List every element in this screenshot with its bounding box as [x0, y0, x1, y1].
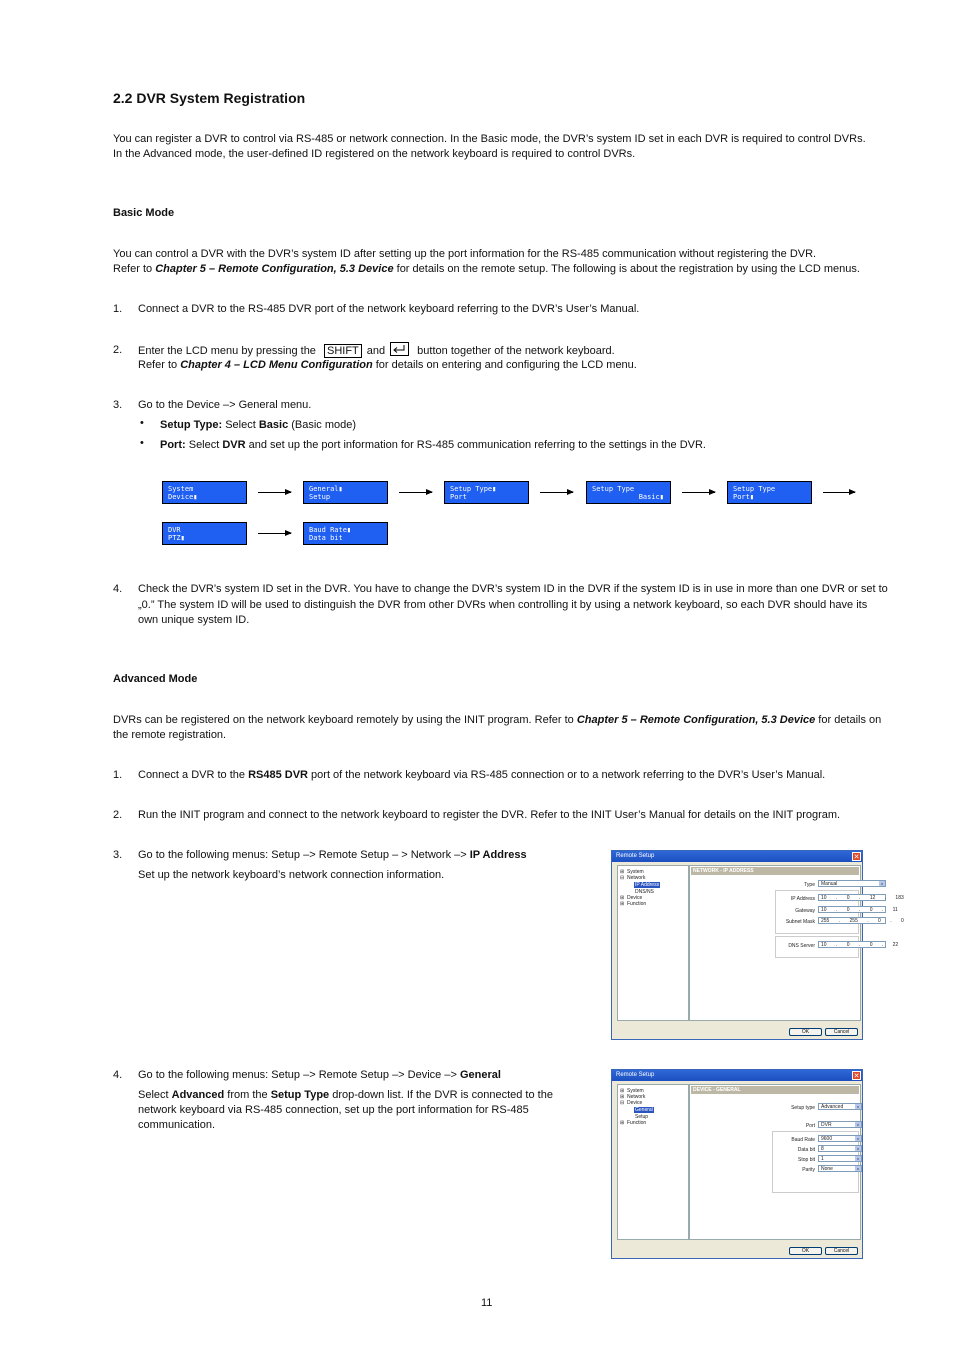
text: Basic: [258, 419, 289, 431]
ip-octet: 10: [821, 907, 827, 913]
text: Setup Type:: [160, 419, 223, 431]
lcd-line-2: Port: [450, 493, 467, 501]
ip-address-label: IP Address: [790, 896, 815, 902]
step-number: 2.: [113, 344, 123, 356]
text: Select: [185, 439, 223, 451]
bullet-setup-type: [160, 418, 356, 433]
lcd-line-1: General▮: [309, 485, 343, 493]
subnet-mask-field[interactable]: 255 . 255 . 0 . 0: [818, 917, 886, 924]
data-bit-label: Data bit: [797, 1147, 815, 1153]
dropdown-arrow-icon[interactable]: v: [857, 1166, 859, 1171]
baud-rate-value: 9600: [821, 1136, 833, 1142]
dropdown-arrow-icon[interactable]: v: [857, 1136, 859, 1141]
text: DVRs can be registered on the network keyboard remotely by using the INIT program. Refer to: [113, 714, 577, 726]
advanced-step-4-line-4: communication.: [138, 1119, 216, 1131]
text: IP Address: [469, 849, 527, 861]
text: (Basic mode): [288, 419, 357, 431]
baud-rate-label: Baud Rate: [791, 1137, 815, 1143]
ip-octet: 22: [892, 942, 899, 948]
dropdown-arrow-icon[interactable]: v: [857, 1156, 859, 1161]
close-icon[interactable]: ✕: [853, 854, 860, 861]
remote-setup-device-window: [611, 1069, 863, 1259]
arrow-icon: [399, 492, 432, 493]
text: Go to the following menus: Setup –> Remote Setup –> Device –>: [138, 1069, 460, 1081]
dns-server-label: DNS Server: [788, 943, 815, 949]
basic-mode-heading: Basic Mode: [113, 207, 175, 219]
advanced-paragraph-1-line-2: the remote registration.: [113, 729, 227, 741]
tree-item-device[interactable]: Device: [627, 1100, 643, 1106]
advanced-step-2: Run the INIT program and connect to the network keyboard to register the DVR. Refer to the INIT User’s Manual for details on the INIT program.: [138, 809, 841, 821]
chapter-reference: Chapter 4 – LCD Menu Configuration: [180, 359, 373, 371]
tree-expand-icon[interactable]: ⊞: [620, 1120, 625, 1126]
text: and: [366, 345, 386, 357]
text: Select: [222, 419, 259, 431]
window-title: Remote Setup: [616, 1072, 655, 1078]
advanced-step-4-line-3: network keyboard via RS-485 connection, set up the port information for RS-485: [138, 1104, 529, 1116]
text: for details on: [815, 714, 882, 726]
type-label: Type: [804, 882, 815, 888]
basic-step-4-line-3: own unique system ID.: [138, 614, 250, 626]
settings-tree: [617, 865, 689, 1021]
lcd-line-2: Port▮: [733, 493, 755, 501]
settings-panel: [689, 1084, 861, 1240]
tree-item-system[interactable]: System: [627, 1088, 644, 1094]
basic-step-1: Connect a DVR to the RS-485 DVR port of the network keyboard referring to the DVR’s User’s Manual.: [138, 303, 640, 315]
tree-item-device[interactable]: Device: [627, 895, 643, 901]
gateway-label: Gateway: [795, 908, 815, 914]
text: Connect a DVR to the: [138, 769, 249, 781]
stop-bit-label: Stop bit: [798, 1157, 815, 1163]
text: and set up the port information for RS-485 communication referring to the settings in the DVR.: [245, 439, 706, 451]
ok-button[interactable]: OK: [789, 1247, 822, 1255]
advanced-step-4: [138, 1068, 501, 1083]
type-value: Manual: [821, 881, 838, 887]
tree-item-function[interactable]: Function: [627, 1120, 647, 1126]
advanced-step-1: [138, 768, 825, 783]
text: for details on the remote setup. The following is about the registration by using the LCD menus.: [393, 263, 860, 275]
text: Select: [138, 1089, 172, 1101]
tree-item-system[interactable]: System: [627, 869, 644, 875]
basic-paragraph-1: You can control a DVR with the DVR’s system ID after setting up the port information for the RS-485 communication without registering the DVR.: [113, 248, 817, 260]
step-number: 3.: [113, 849, 123, 861]
tree-expand-icon[interactable]: ⊞: [620, 895, 625, 901]
step-number: 1.: [113, 303, 123, 315]
settings-tree: [617, 1084, 689, 1240]
arrow-icon: [823, 492, 855, 493]
tree-item-general[interactable]: General: [635, 1107, 653, 1113]
lcd-line-2: Data bit: [309, 534, 343, 542]
basic-step-2-line-2: [138, 358, 637, 373]
data-bit-value: 8: [821, 1146, 824, 1152]
text: button together of the network keyboard.: [414, 345, 615, 357]
ok-button[interactable]: OK: [789, 1028, 822, 1036]
ip-octet: 0: [900, 918, 904, 924]
text: Refer to: [138, 359, 181, 371]
lcd-line-1: Baud Rate▮: [309, 526, 352, 534]
tree-item-network[interactable]: Network: [627, 1094, 646, 1100]
tree-expand-icon[interactable]: ⊞: [620, 901, 625, 907]
tree-expand-icon[interactable]: ⊞: [620, 1088, 625, 1094]
parity-label: Parity: [802, 1167, 815, 1173]
text: port of the network keyboard via RS-485 connection or to a network referring to the DVR’s User’s Manual.: [307, 769, 826, 781]
text: Advanced: [171, 1089, 225, 1101]
shift-key: SHIFT: [324, 344, 362, 358]
ip-octet: 0: [846, 907, 850, 913]
chapter-reference: Chapter 5 – Remote Configuration, 5.3 Device: [155, 263, 394, 275]
panel-header: NETWORK - IP ADDRESS: [691, 867, 859, 875]
ip-address-field[interactable]: 10 . 0 . 12 . 183: [818, 894, 886, 901]
basic-step-3: Go to the Device –> General menu.: [138, 399, 312, 411]
text: Refer to: [113, 263, 156, 275]
ip-octet: 255: [821, 918, 830, 924]
lcd-screen-setup-type-basic: [586, 481, 671, 504]
advanced-step-3-line-2: Set up the network keyboard’s network connection information.: [138, 869, 445, 881]
stop-bit-value: 1: [821, 1156, 824, 1162]
lcd-line-1: Setup Type: [733, 485, 776, 493]
tree-item-network[interactable]: Network: [627, 875, 646, 881]
text: Go to the following menus: Setup –> Remote Setup – > Network –>: [138, 849, 470, 861]
window-title-bar: [612, 851, 862, 862]
chapter-reference: Chapter 5 – Remote Configuration, 5.3 Device: [576, 714, 816, 726]
remote-setup-network-window: [611, 850, 904, 1040]
stop-bit-select[interactable]: [818, 1155, 862, 1162]
basic-step-4-line-2: „0.” The system ID will be used to distinguish the DVR from other DVRs when controlling it by using a network keyboard, so each DVR should have its: [138, 599, 868, 611]
lcd-screen-general: [303, 481, 388, 504]
basic-step-4-line-1: Check the DVR’s system ID set in the DVR. You have to change the DVR’s system ID in the DVR if the system ID is in use in more than one DVR or set to: [138, 583, 888, 595]
settings-panel: [689, 865, 904, 1021]
bullet-icon: •: [140, 417, 144, 429]
arrow-icon: [258, 492, 291, 493]
dns-server-field[interactable]: 10 . 0 . 0 . 22: [818, 941, 886, 948]
tree-item-function[interactable]: Function: [627, 901, 647, 907]
ip-octet: 10: [821, 895, 827, 901]
lcd-screen-system: [162, 481, 247, 504]
text: Enter the LCD menu by pressing the: [138, 345, 319, 357]
text: Port:: [160, 439, 186, 451]
setup-type-value: Advanced: [821, 1104, 844, 1110]
step-number: 4.: [113, 583, 123, 595]
ip-octet: 255: [849, 918, 858, 924]
port-label: Port: [805, 1123, 815, 1129]
window-title-bar: [612, 1070, 862, 1081]
dropdown-arrow-icon[interactable]: v: [857, 1104, 859, 1109]
advanced-step-3: [138, 848, 527, 863]
close-icon[interactable]: ✕: [853, 1073, 860, 1080]
cancel-button[interactable]: Cancel: [825, 1247, 858, 1255]
ip-octet: 11: [892, 907, 898, 913]
tree-expand-icon[interactable]: ⊞: [620, 869, 625, 875]
lcd-line-1: DVR: [168, 526, 181, 534]
advanced-paragraph-1: [113, 713, 881, 728]
dropdown-arrow-icon[interactable]: v: [881, 881, 883, 886]
step-number: 4.: [113, 1069, 123, 1081]
advanced-step-4-line-2: [138, 1088, 553, 1103]
step-number: 3.: [113, 399, 123, 411]
step-number: 2.: [113, 809, 123, 821]
tree-item-setup[interactable]: Setup: [635, 1114, 649, 1120]
intro-line-1: You can register a DVR to control via RS-485 or network connection. In the Basic mode, the DVR’s system ID set in each DVR is required to control DVRs.: [113, 133, 866, 145]
advanced-mode-heading: Advanced Mode: [113, 673, 198, 685]
tree-collapse-icon[interactable]: ⊟: [620, 1100, 625, 1106]
ip-octet: 0: [846, 895, 850, 901]
enter-key-icon: [390, 342, 409, 356]
tree-item-ip-address[interactable]: IP Address: [635, 882, 660, 888]
baud-rate-select[interactable]: [818, 1135, 862, 1142]
step-number: 1.: [113, 769, 123, 781]
lcd-line-2: Setup: [309, 493, 331, 501]
text: drop-down list. If the DVR is connected to the: [329, 1089, 553, 1101]
data-bit-select[interactable]: [818, 1145, 862, 1152]
lcd-screen-setup-type: [444, 481, 529, 504]
ip-octet: 12: [869, 895, 876, 901]
arrow-icon: [258, 533, 291, 534]
lcd-screen-setup-type-port: [727, 481, 812, 504]
text: Setup Type: [270, 1089, 330, 1101]
window-title: Remote Setup: [616, 853, 655, 859]
setup-type-label: Setup type: [791, 1105, 815, 1111]
dropdown-arrow-icon[interactable]: v: [857, 1122, 859, 1127]
lcd-line-2: Basic▮: [638, 493, 664, 501]
section-title: 2.2 DVR System Registration: [113, 90, 306, 106]
page-number: 11: [481, 1297, 493, 1309]
lcd-line-2: PTZ▮: [168, 534, 185, 542]
text: from the: [224, 1089, 271, 1101]
ip-octet: 0: [869, 942, 873, 948]
parity-value: None: [821, 1166, 833, 1172]
lcd-line-1: Setup Type: [592, 485, 635, 493]
tree-expand-icon[interactable]: ⊞: [620, 1094, 625, 1100]
port-select[interactable]: [818, 1121, 862, 1128]
lcd-line-1: Setup Type▮: [450, 485, 497, 493]
ip-octet: 10: [821, 942, 827, 948]
intro-line-2: In the Advanced mode, the user-defined ID registered on the network keyboard is required to control DVRs.: [113, 148, 636, 160]
bullet-icon: •: [140, 437, 144, 449]
lcd-line-1: System: [168, 485, 194, 493]
panel-header: DEVICE - GENERAL: [691, 1086, 859, 1094]
arrow-icon: [540, 492, 573, 493]
text: DVR: [222, 439, 246, 451]
parity-select[interactable]: [818, 1165, 862, 1172]
dropdown-arrow-icon[interactable]: v: [857, 1146, 859, 1151]
lcd-screen-dvr: [162, 522, 247, 545]
setup-type-select[interactable]: [818, 1103, 862, 1110]
tree-item-dns[interactable]: DNS/NS: [635, 889, 654, 895]
ip-octet: 0: [869, 907, 873, 913]
arrow-icon: [682, 492, 715, 493]
gateway-field[interactable]: 10 . 0 . 0 . 11: [818, 906, 886, 913]
tree-collapse-icon[interactable]: ⊟: [620, 875, 625, 881]
basic-paragraph-2: [113, 262, 860, 277]
bullet-port: [160, 438, 706, 453]
subnet-mask-label: Subnet Mask: [785, 919, 815, 925]
lcd-line-2: Device▮: [168, 493, 198, 501]
ip-octet: 0: [846, 942, 850, 948]
cancel-button[interactable]: Cancel: [825, 1028, 858, 1036]
type-select[interactable]: [818, 880, 886, 887]
text: General: [459, 1069, 501, 1081]
text: RS485 DVR: [248, 769, 308, 781]
lcd-screen-baud-rate: [303, 522, 388, 545]
text: for details on entering and configuring the LCD menu.: [372, 359, 637, 371]
port-value: DVR: [821, 1122, 832, 1128]
basic-step-2: [138, 342, 615, 359]
ip-octet: 183: [895, 895, 904, 901]
ip-octet: 0: [878, 918, 881, 924]
